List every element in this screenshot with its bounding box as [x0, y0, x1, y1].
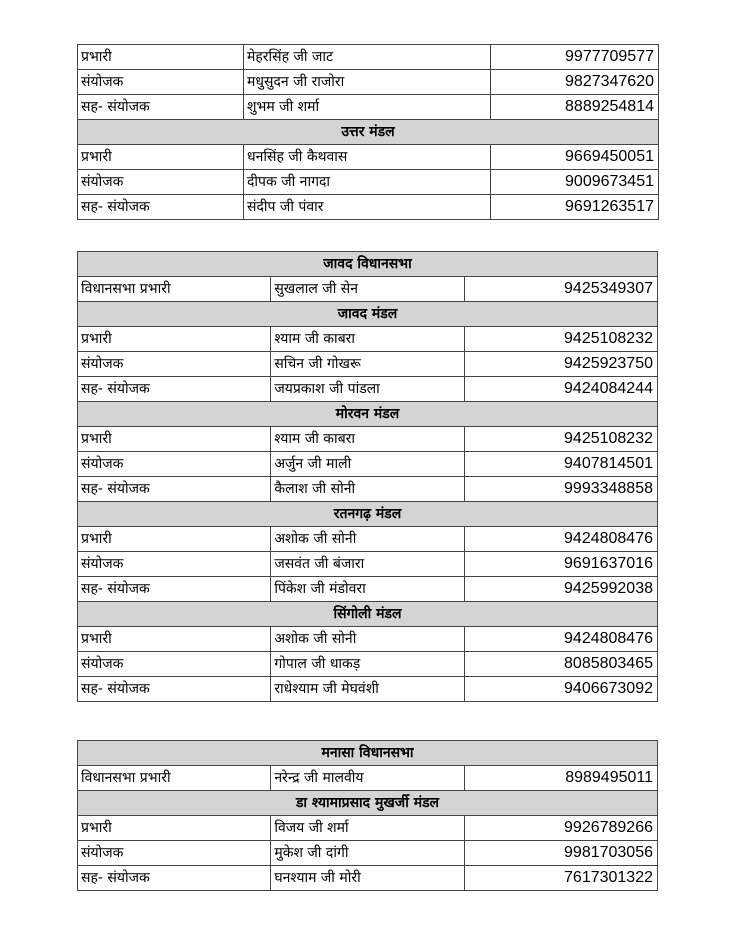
- role-cell: प्रभारी: [78, 816, 271, 841]
- name-cell: गोपाल जी धाकड़: [271, 652, 464, 677]
- table-row: [78, 170, 659, 195]
- section-title: मोरवन मंडल: [78, 402, 658, 427]
- name-cell: जयप्रकाश जी पांडला: [271, 377, 464, 402]
- role-cell: संयोजक: [78, 841, 271, 866]
- table-row: [78, 527, 658, 552]
- name-cell: दीपक जी नागदा: [244, 170, 491, 195]
- name-cell: सचिन जी गोखरू: [271, 352, 464, 377]
- name-cell: श्याम जी काबरा: [271, 427, 464, 452]
- phone-cell: 9669450051: [491, 145, 659, 170]
- role-cell: संयोजक: [78, 352, 271, 377]
- phone-cell: 9425992038: [464, 577, 657, 602]
- table-row: [78, 95, 659, 120]
- name-cell: पिंकेश जी मंडोवरा: [271, 577, 464, 602]
- name-cell: शुभम जी शर्मा: [244, 95, 491, 120]
- section-header-row: [78, 402, 658, 427]
- phone-cell: 9691263517: [491, 195, 659, 220]
- phone-cell: 9407814501: [464, 452, 657, 477]
- table-row: [78, 866, 658, 891]
- role-cell: सह- संयोजक: [78, 577, 271, 602]
- role-cell: विधानसभा प्रभारी: [78, 766, 271, 791]
- role-cell: प्रभारी: [78, 527, 271, 552]
- table-row: [78, 552, 658, 577]
- name-cell: अशोक जी सोनी: [271, 627, 464, 652]
- name-cell: नरेन्द्र जी मालवीय: [271, 766, 464, 791]
- name-cell: जसवंत जी बंजारा: [271, 552, 464, 577]
- phone-cell: 9981703056: [464, 841, 657, 866]
- role-cell: संयोजक: [78, 70, 244, 95]
- table-row: [78, 477, 658, 502]
- phone-cell: 9009673451: [491, 170, 659, 195]
- table-row: [78, 677, 658, 702]
- section-title: जावद विधानसभा: [78, 252, 658, 277]
- role-cell: प्रभारी: [78, 627, 271, 652]
- phone-cell: 9691637016: [464, 552, 657, 577]
- phone-cell: 9425349307: [464, 277, 657, 302]
- role-cell: संयोजक: [78, 552, 271, 577]
- section-title: डा श्यामाप्रसाद मुखर्जी मंडल: [78, 791, 658, 816]
- phone-cell: 9424808476: [464, 627, 657, 652]
- phone-cell: 9406673092: [464, 677, 657, 702]
- table-row: [78, 627, 658, 652]
- phone-cell: 9977709577: [491, 45, 659, 70]
- name-cell: विजय जी शर्मा: [271, 816, 464, 841]
- role-cell: प्रभारी: [78, 427, 271, 452]
- section-title: जावद मंडल: [78, 302, 658, 327]
- role-cell: विधानसभा प्रभारी: [78, 277, 271, 302]
- section-title: मनासा विधानसभा: [78, 741, 658, 766]
- table-row: [78, 195, 659, 220]
- section-header-row: [78, 791, 658, 816]
- section-header-row: [78, 302, 658, 327]
- section-title: उत्तर मंडल: [78, 120, 659, 145]
- phone-cell: 9425923750: [464, 352, 657, 377]
- table-row: [78, 45, 659, 70]
- role-cell: सह- संयोजक: [78, 95, 244, 120]
- name-cell: मुकेश जी दांगी: [271, 841, 464, 866]
- table-row: [78, 352, 658, 377]
- phone-cell: 8989495011: [464, 766, 657, 791]
- phone-cell: 9425108232: [464, 427, 657, 452]
- section-header-row: [78, 120, 659, 145]
- contact-table-2: [77, 251, 658, 702]
- section-header-row: [78, 502, 658, 527]
- phone-cell: 9424808476: [464, 527, 657, 552]
- table-row: [78, 327, 658, 352]
- role-cell: सह- संयोजक: [78, 195, 244, 220]
- table-row: [78, 577, 658, 602]
- section-header-row: [78, 741, 658, 766]
- phone-cell: 7617301322: [464, 866, 657, 891]
- name-cell: कैलाश जी सोनी: [271, 477, 464, 502]
- table-row: [78, 452, 658, 477]
- contact-table-3: [77, 740, 658, 891]
- role-cell: संयोजक: [78, 452, 271, 477]
- name-cell: राधेश्याम जी मेघवंशी: [271, 677, 464, 702]
- table-row: [78, 816, 658, 841]
- name-cell: संदीप जी पंवार: [244, 195, 491, 220]
- table-row: [78, 70, 659, 95]
- role-cell: संयोजक: [78, 170, 244, 195]
- table-row: [78, 427, 658, 452]
- role-cell: सह- संयोजक: [78, 477, 271, 502]
- section-header-row: [78, 602, 658, 627]
- section-title: सिंगोली मंडल: [78, 602, 658, 627]
- role-cell: प्रभारी: [78, 45, 244, 70]
- name-cell: श्याम जी काबरा: [271, 327, 464, 352]
- name-cell: मेहरसिंह जी जाट: [244, 45, 491, 70]
- role-cell: सह- संयोजक: [78, 377, 271, 402]
- name-cell: मधुसुदन जी राजोरा: [244, 70, 491, 95]
- phone-cell: 8889254814: [491, 95, 659, 120]
- section-header-row: [78, 252, 658, 277]
- name-cell: सुखलाल जी सेन: [271, 277, 464, 302]
- role-cell: प्रभारी: [78, 327, 271, 352]
- name-cell: घनश्याम जी मोरी: [271, 866, 464, 891]
- role-cell: प्रभारी: [78, 145, 244, 170]
- table-row: [78, 145, 659, 170]
- name-cell: धनसिंह जी कैथवास: [244, 145, 491, 170]
- table-row: [78, 841, 658, 866]
- section-title: रतनगढ़ मंडल: [78, 502, 658, 527]
- table-row: [78, 766, 658, 791]
- role-cell: सह- संयोजक: [78, 866, 271, 891]
- table-row: [78, 277, 658, 302]
- name-cell: अर्जुन जी माली: [271, 452, 464, 477]
- phone-cell: 9425108232: [464, 327, 657, 352]
- role-cell: संयोजक: [78, 652, 271, 677]
- table-row: [78, 652, 658, 677]
- phone-cell: 8085803465: [464, 652, 657, 677]
- phone-cell: 9424084244: [464, 377, 657, 402]
- role-cell: सह- संयोजक: [78, 677, 271, 702]
- phone-cell: 9993348858: [464, 477, 657, 502]
- contact-table-1: [77, 44, 659, 220]
- name-cell: अशोक जी सोनी: [271, 527, 464, 552]
- phone-cell: 9827347620: [491, 70, 659, 95]
- phone-cell: 9926789266: [464, 816, 657, 841]
- table-row: [78, 377, 658, 402]
